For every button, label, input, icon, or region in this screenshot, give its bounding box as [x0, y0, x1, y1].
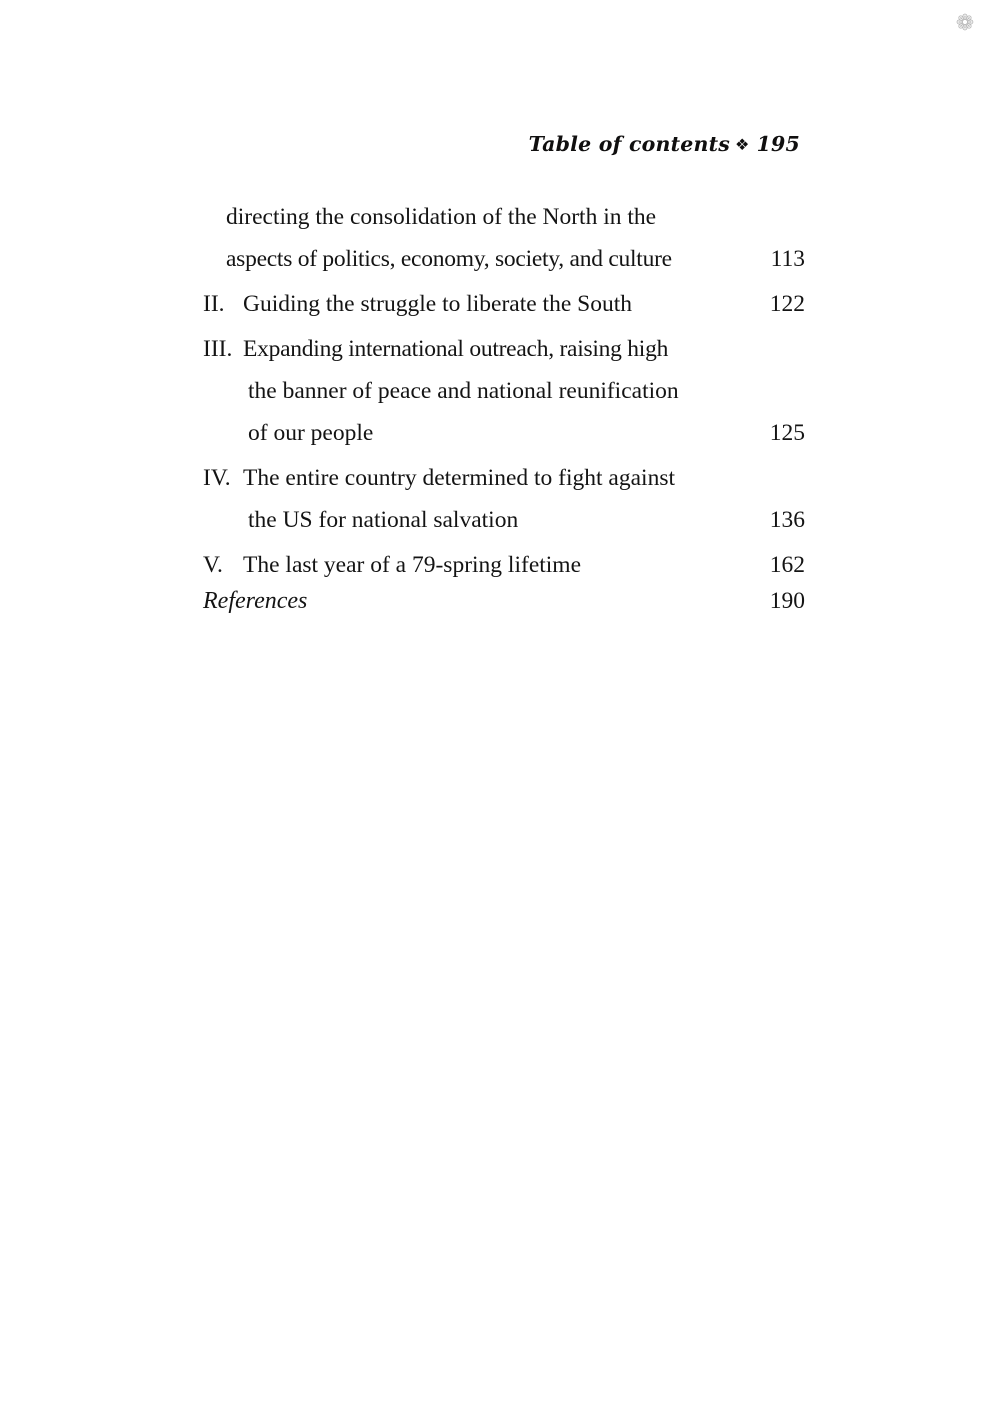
toc-entry-line: the US for national salvation: [248, 507, 519, 533]
toc-page-number: 190: [769, 588, 805, 614]
toc-numeral: IV.: [203, 465, 231, 491]
toc-entry-line: aspects of politics, economy, society, and culture: [226, 246, 672, 272]
toc-entry-line: Guiding the struggle to liberate the South: [243, 291, 632, 317]
page-number: 195: [756, 132, 800, 156]
running-head: [529, 132, 800, 156]
toc-page-number: 125: [769, 420, 805, 446]
toc-entry-iv[interactable]: [203, 457, 803, 541]
running-head-title: Table of contents: [528, 132, 731, 156]
toc-page-number: 113: [770, 246, 805, 272]
toc-page-number: 162: [769, 552, 805, 578]
toc-numeral: III.: [203, 336, 233, 362]
toc-numeral: V.: [203, 552, 223, 578]
toc-entry-line: The entire country determined to fight against: [243, 465, 675, 491]
table-of-contents: [203, 196, 803, 589]
diamond-icon: ❖: [735, 135, 750, 154]
toc-page-number: 122: [769, 291, 805, 317]
toc-entry-line: of our people: [248, 420, 374, 446]
toc-entry-line: The last year of a 79-spring lifetime: [243, 552, 582, 578]
toc-entry-line: the banner of peace and national reunification: [248, 378, 679, 404]
toc-entry-references[interactable]: [203, 580, 803, 622]
toc-entry-line: Expanding international outreach, raising high: [243, 336, 669, 362]
toc-page-number: 136: [769, 507, 805, 533]
toc-entry-line: directing the consolidation of the North in the: [226, 204, 657, 230]
references-label: References: [203, 588, 308, 614]
toc-entry-ii[interactable]: [203, 283, 803, 325]
toc-numeral: II.: [203, 291, 225, 317]
flower-ornament-icon: ❁: [955, 10, 975, 35]
toc-entry-continued[interactable]: [203, 196, 803, 280]
toc-entry-iii[interactable]: [203, 328, 803, 454]
